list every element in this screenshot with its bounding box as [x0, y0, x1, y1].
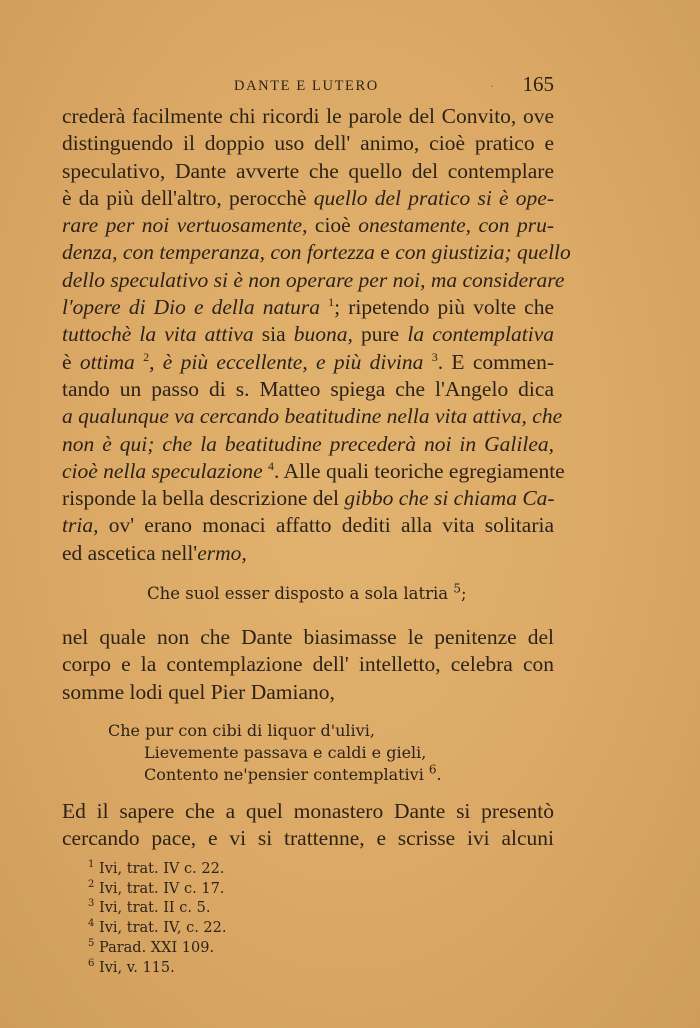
text-line: tando un passo di s. Matteo spiega che l'Angelo dica: [62, 376, 554, 401]
footnote: $^5$ Parad. XXI 109.: [88, 937, 215, 956]
verse-line: Che pur con cibi di liquor d'ulivi,: [108, 721, 375, 740]
text-line: denza, con temperanza, con fortezza e con giustizia; quello: [62, 240, 571, 265]
footnote: $^3$ Ivi, trat. II c. 5.: [88, 898, 211, 917]
footnote-ref: 3: [431, 349, 438, 364]
text-line: dello speculativo si è non operare per noi, ma considerare: [62, 267, 565, 292]
text-line: crederà facilmente chi ricordi le parole del Convito, ove: [62, 104, 554, 128]
footnote: $^1$ Ivi, trat. IV c. 22.: [88, 859, 225, 877]
verse-line: Lievemente passava e caldi e gieli,: [144, 743, 427, 762]
text-line: corpo e la contemplazione dell' intelletto, celebra con: [62, 652, 554, 677]
text-line: risponde la bella descrizione del gibbo che si chiama Ca-: [62, 486, 555, 511]
text-line: è ottima $^2$, è più eccellente, e più divina $^3$. E commen-: [62, 349, 555, 374]
text-line: è da più dell'altro, perocchè quello del pratico si è ope-: [62, 185, 555, 210]
text-line: cioè nella speculazione $^4$. Alle quali teoriche egregiamente: [62, 458, 565, 483]
paragraph-2: [62, 624, 554, 706]
verse-line: Contento ne'pensier contemplativi $^6$.: [144, 762, 442, 784]
text-line: non è qui; che la beatitudine precederà noi in Galilea,: [62, 431, 554, 456]
verse-quotation: [108, 720, 442, 786]
footnote-ref: 1: [328, 294, 335, 309]
page-number: 165: [522, 72, 554, 96]
text-line: l'opere di Dio e della natura $^1$; ripetendo più volte che: [62, 294, 555, 320]
footnote: $^2$ Ivi, trat. IV c. 17.: [88, 878, 225, 897]
footnote-ref: 4: [267, 458, 274, 473]
paragraph-3: [62, 798, 554, 853]
text-line: nel quale non che Dante biasimasse le penitenze del: [62, 625, 554, 649]
text-line: speculativo, Dante avverte che quello del contemplare: [62, 158, 554, 183]
header-mark: ·: [490, 79, 494, 93]
footnote-ref: 2: [143, 349, 150, 364]
text-line: somme lodi quel Pier Damiano,: [62, 679, 335, 704]
paragraph-1: [62, 103, 571, 567]
text-line: tuttochè la vita attiva sia buona, pure la contemplativa: [62, 322, 554, 347]
text-line: a qualunque va cercando beatitudine nella vita attiva, che: [62, 404, 563, 429]
footnote: $^6$ Ivi, v. 115.: [88, 957, 175, 976]
footnote: $^4$ Ivi, trat. IV, c. 22.: [88, 918, 227, 937]
text-line: tria, ov' erano monaci affatto dediti alla vita solitaria: [62, 513, 554, 538]
running-head: DANTE E LUTERO: [234, 78, 379, 94]
page-header: [62, 72, 554, 102]
text-line: rare per noi vertuosamente, cioè onestamente, con pru-: [62, 213, 554, 238]
footnote-ref: 5: [453, 581, 461, 596]
quotation: Che suol esser disposto a sola latria $^5$;: [147, 581, 467, 603]
text-line: cercando pace, e vi si trattenne, e scrisse ivi alcuni: [62, 826, 554, 851]
text-line: ed ascetica nell'ermo,: [62, 540, 247, 565]
text-line: Ed il sapere che a quel monastero Dante si presentò: [62, 799, 554, 823]
text-line: distinguendo il doppio uso dell' animo, cioè pratico e: [62, 131, 554, 156]
footnotes: [88, 860, 227, 978]
footnote-ref: 6: [428, 762, 437, 777]
